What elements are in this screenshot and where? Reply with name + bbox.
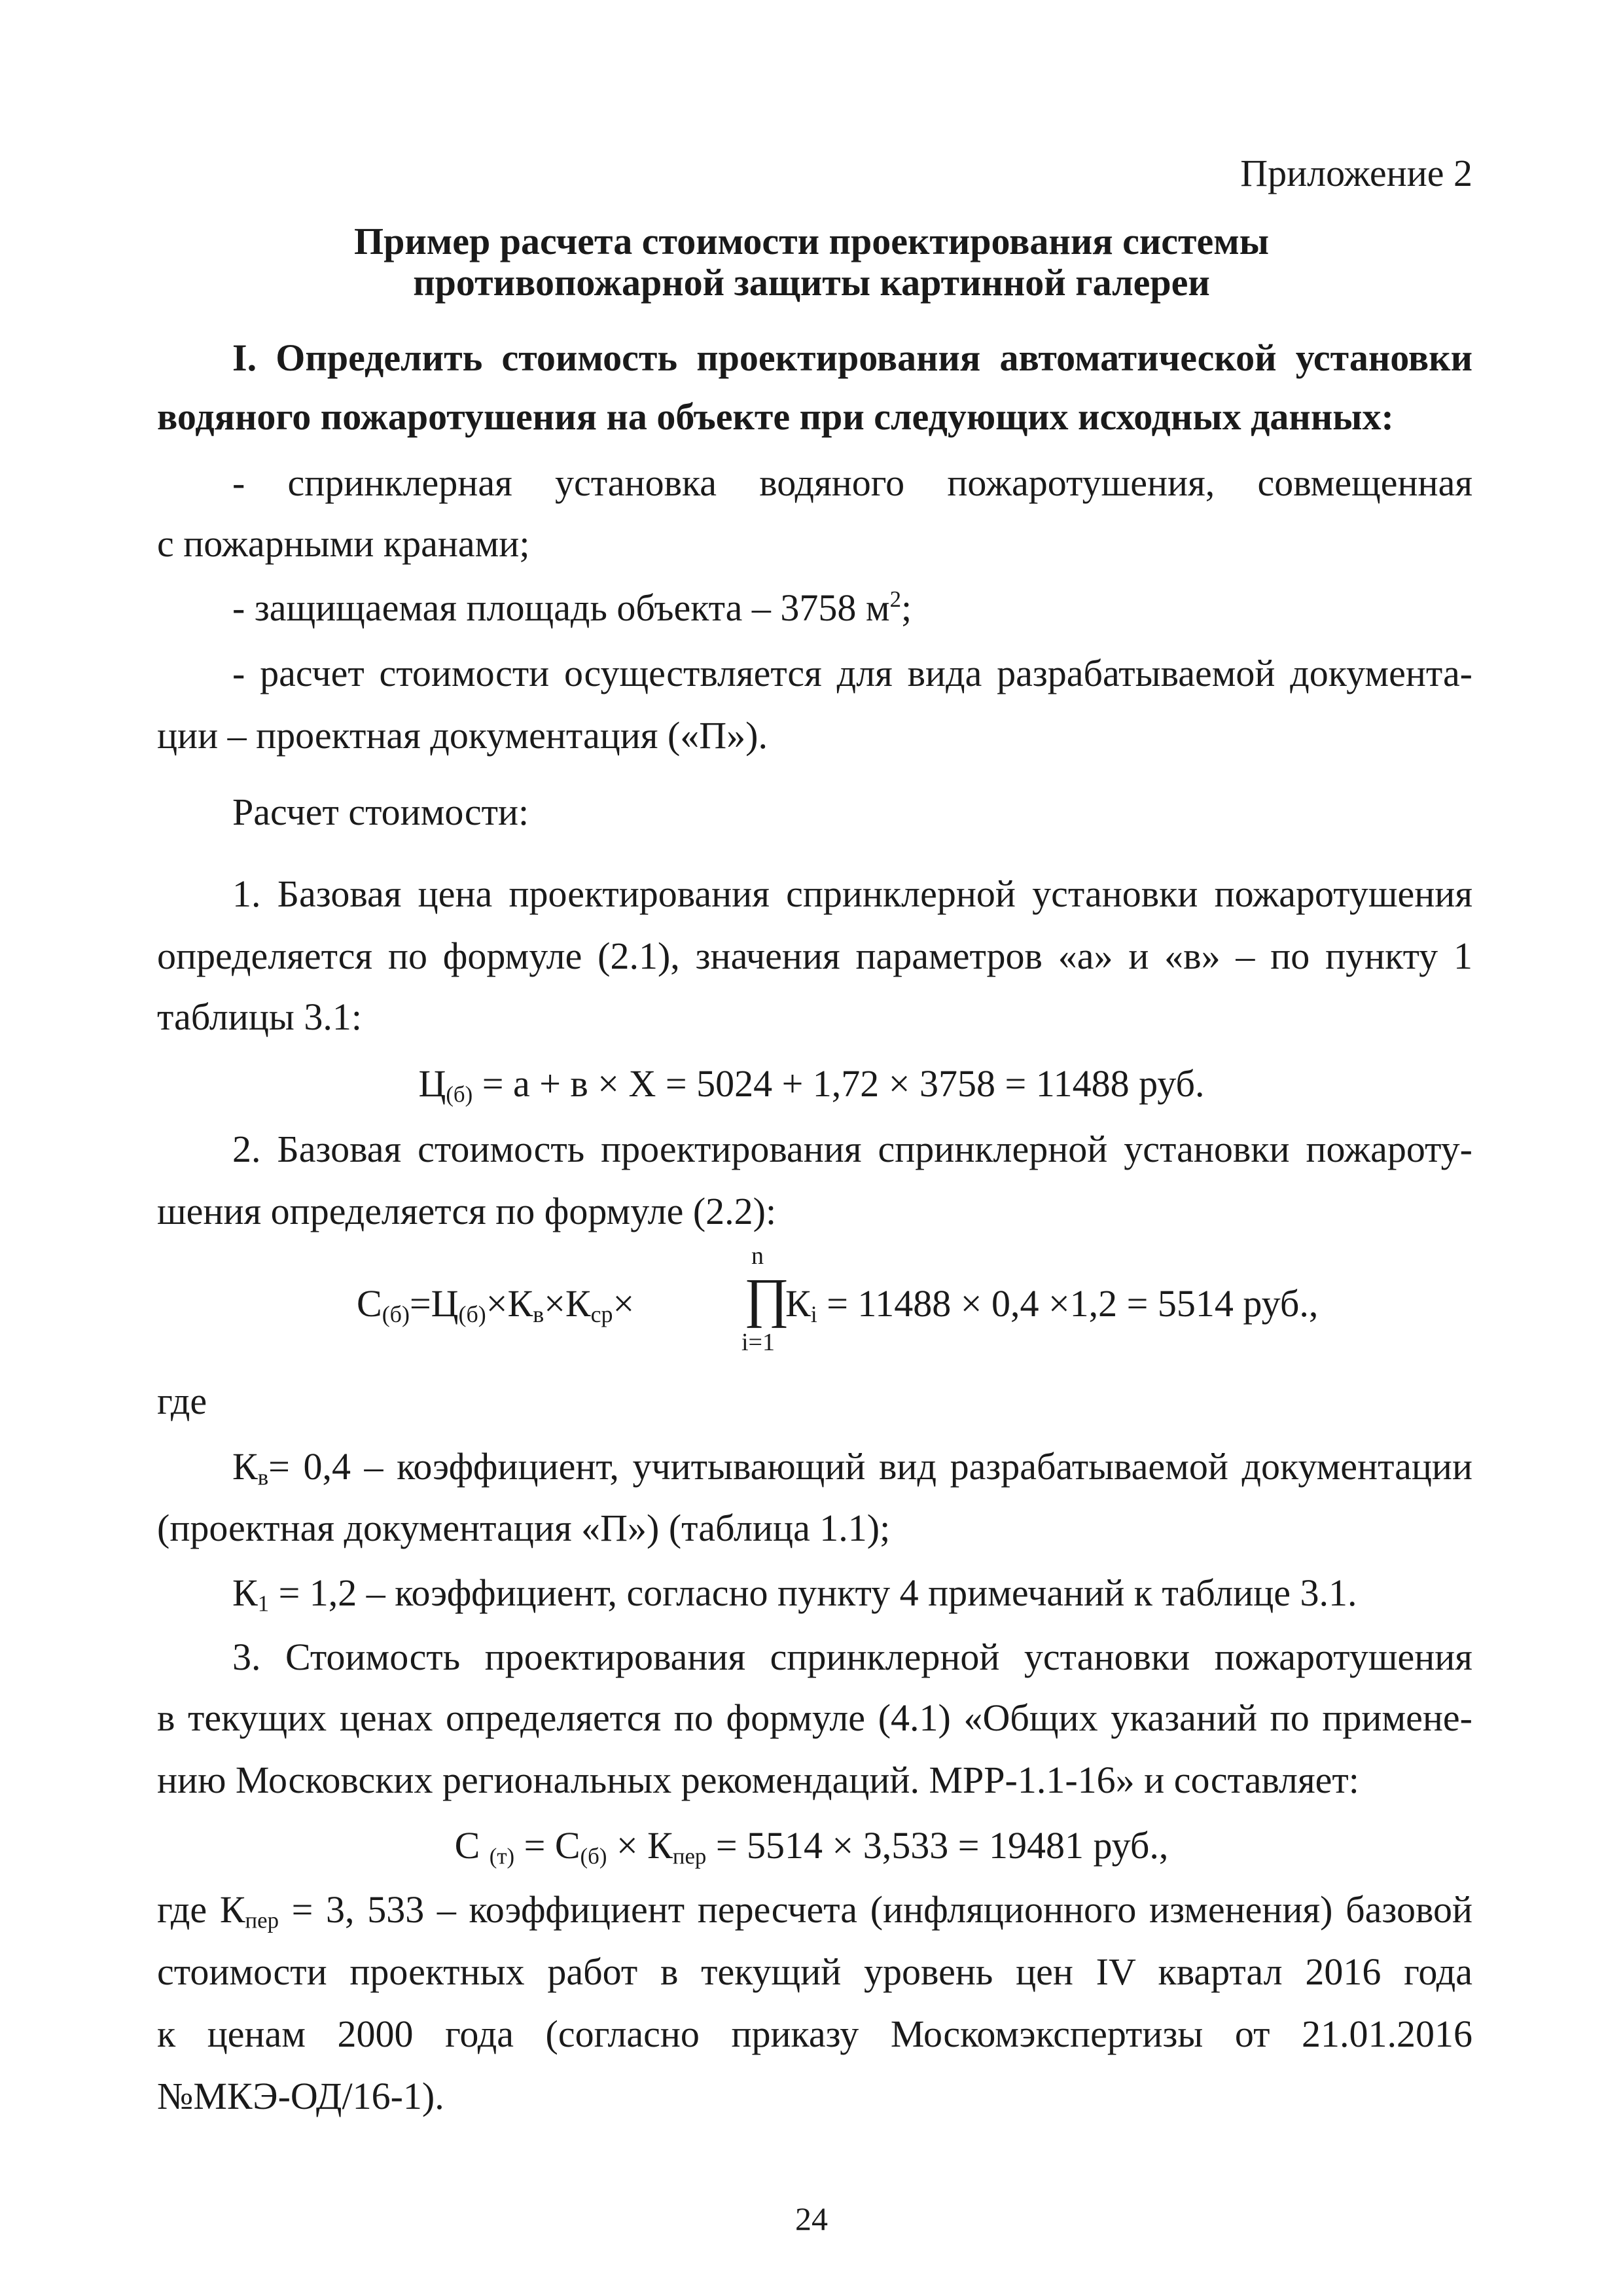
initial-data-item-1-line-2: с пожарными кранами; [157, 522, 530, 565]
formula-base-price: $Ц_{(б)} = а + в \times Х = 5024 + 1,72 \times 3758 = 11488$ руб. [418, 1062, 1205, 1107]
coefficient-kv-line-1: $К_в= 0,4$ – коэффициент, учитывающий вид разрабатываемой документации [232, 1445, 1472, 1490]
step-1-line-3: таблицы 3.1: [157, 996, 362, 1038]
appendix-label: Приложение 2 [1240, 152, 1472, 194]
step-2-line-2: шения определяется по формуле (2.2): [157, 1190, 777, 1232]
calculation-heading: Расчет стоимости: [232, 791, 529, 833]
recalculation-coefficient-line-1: где $К_{пер} = 3$, 533 – коэффициент пересчета (инфляционного изменения) базовой [157, 1888, 1472, 1933]
step-3-line-1: 3. Стоимость проектирования спринклерной установки пожаротушения [232, 1636, 1472, 1678]
superscript-two: 2 [889, 586, 902, 613]
recalculation-coefficient-line-2: стоимости проектных работ в текущий уровень цен IV квартал 2016 года [157, 1950, 1472, 1993]
document-title-line-2: противопожарной защиты картинной галереи [413, 261, 1210, 304]
section-heading-line-1: I. Определить стоимость проектирования автоматической установки [232, 336, 1472, 379]
product-symbol: ∏ [744, 1268, 790, 1329]
where-label: где [157, 1380, 207, 1422]
product-upper-limit: n [751, 1242, 764, 1270]
formula-base-cost-right: $К_i = 11488 \times 0,4 \times 1,2 = 5514$ руб., [785, 1282, 1319, 1327]
formula-base-cost [357, 1230, 1469, 1388]
coefficient-kv-line-2: (проектная документация «П») (таблица 1.1); [157, 1507, 891, 1549]
initial-data-item-3-line-2: ции – проектная документация («П»). [157, 714, 768, 757]
document-title-line-1: Пример расчета стоимости проектирования системы [353, 220, 1270, 262]
initial-data-item-3-line-1: - расчет стоимости осуществляется для вида разрабатываемой документа- [232, 652, 1472, 694]
page-number: 24 [795, 2200, 828, 2237]
initial-data-item-2: - защищаемая площадь объекта – 3758 $м^2$; [232, 586, 912, 629]
recalculation-coefficient-line-3: к ценам 2000 года (согласно приказу Москомэкспертизы от 21.01.2016 [157, 2013, 1472, 2055]
step-3-line-2: в текущих ценах определяется по формуле (4.1) «Общих указаний по примене- [157, 1696, 1472, 1739]
formula-current-cost: С $_{(т)} = С_{(б)} \times К_{пер} = 5514 \times 3,533 = 19481$ руб., [454, 1824, 1169, 1869]
formula-base-cost-left: $С_{(б)}=Ц_{(б)}\times К_в\times К_{ср}\times$ [357, 1282, 635, 1327]
step-1-line-2: определяется по формуле (2.1), значения параметров «а» и «в» – по пункту 1 [157, 935, 1472, 977]
initial-data-item-1-line-1: - спринклерная установка водяного пожаротушения, совмещенная [232, 461, 1472, 504]
step-3-line-3: нию Московских региональных рекомендаций. МРР-1.1-16» и составляет: [157, 1759, 1359, 1801]
step-2-line-1: 2. Базовая стоимость проектирования спринклерной установки пожароту- [232, 1128, 1472, 1170]
step-1-line-1: 1. Базовая цена проектирования спринклерной установки пожаротушения [232, 872, 1472, 915]
recalculation-coefficient-line-4: №МКЭ-ОД/16-1). [157, 2075, 444, 2117]
product-lower-limit: i=1 [741, 1329, 775, 1356]
coefficient-k1: $К_1 = 1,2$ – коэффициент, согласно пункту 4 примечаний к таблице 3.1. [232, 1571, 1357, 1617]
section-heading-line-2: водяного пожаротушения на объекте при следующих исходных данных: [157, 395, 1394, 438]
